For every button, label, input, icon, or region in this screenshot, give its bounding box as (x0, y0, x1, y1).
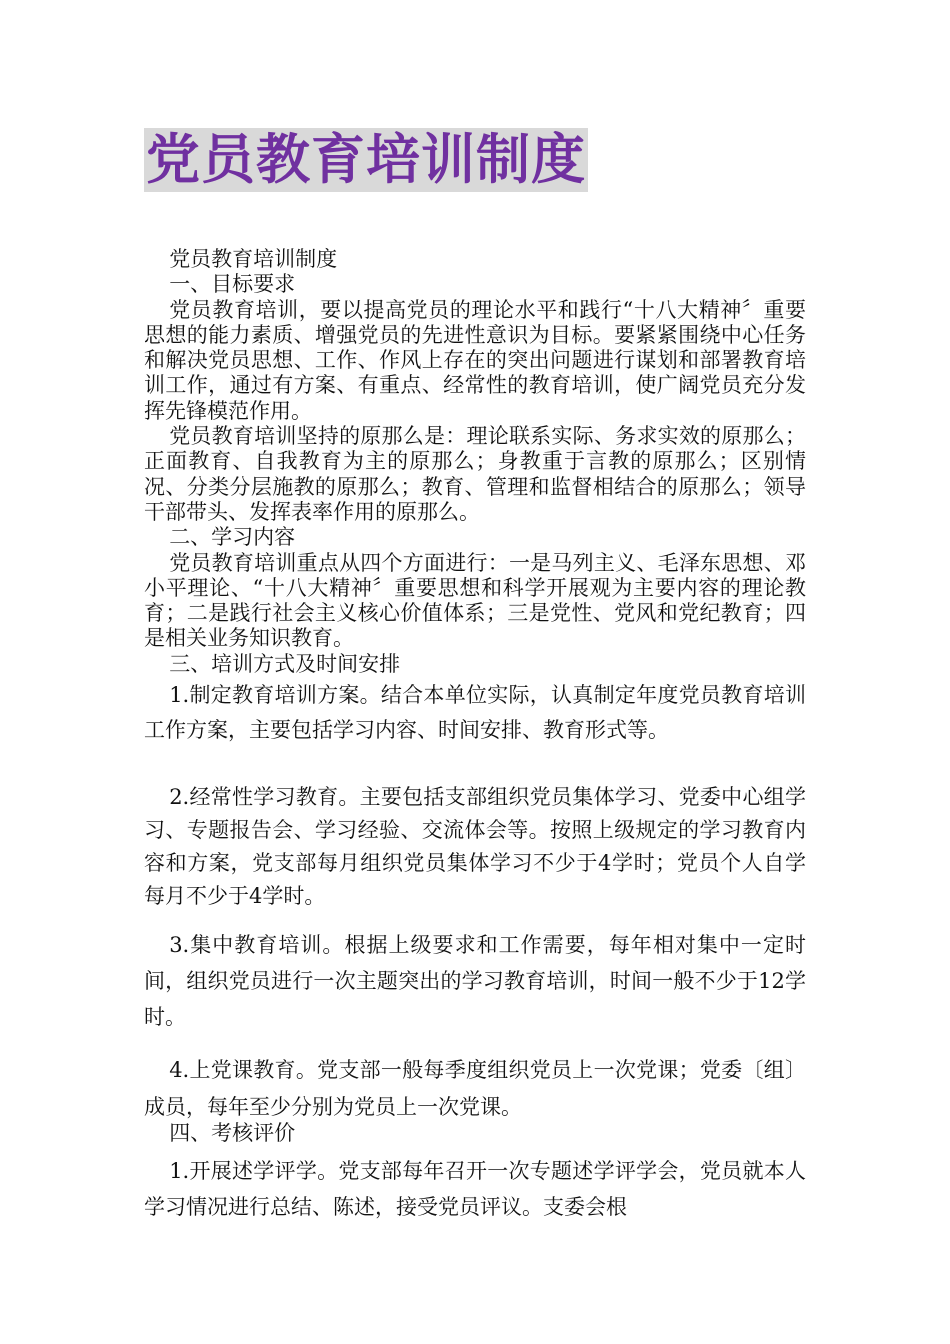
document-body-intro (144, 247, 806, 677)
document-title: 党员教育培训制度 (146, 128, 586, 191)
list-item: 2.经常性学习教育。主要包括支部组织党员集体学习、党委中心组学习、专题报告会、学习经验、交流体会等。按照上级规定的学习教育内容和方案，党支部每月组织党员集体学习不少于4学时；党员个人自学每月不少于4学时。 (144, 785, 806, 908)
section-heading-3: 三、培训方式及时间安排 (169, 651, 401, 676)
section-heading-4: 四、考核评价 (169, 1121, 296, 1145)
list-item: 1.开展述学评学。党支部每年召开一次专题述学评学会，党员就本人学习情况进行总结、陈述，接受党员评议。支委会根 (144, 1159, 806, 1219)
list-item: 4.上党课教育。党支部一般每季度组织党员上一次党课；党委〔组〕成员，每年至少分别为党员上一次党课。 (144, 1058, 806, 1119)
list-item: 3.集中教育培训。根据上级要求和工作需要，每年相对集中一定时间，组织党员进行一次主题突出的学习教育培训，时间一般不少于12学时。 (144, 933, 806, 1029)
list-item: 1.制定教育培训方案。结合本单位实际，认真制定年度党员教育培训工作方案，主要包括学习内容、时间安排、教育形式等。 (144, 683, 806, 742)
doc-subtitle: 党员教育培训制度 (169, 247, 338, 271)
paragraph: 党员教育培训重点从四个方面进行：一是马列主义、毛泽东思想、邓小平理论、“十八大精神〞重要思想和科学开展观为主要内容的理论教育；二是践行社会主义核心价值体系；三是党性、党风和党纪教育；四是相关业务知识教育。 (144, 550, 806, 651)
section-heading-2: 二、学习内容 (169, 525, 296, 550)
section-heading-1: 一、目标要求 (169, 272, 296, 297)
paragraph: 党员教育培训，要以提高党员的理论水平和践行“十八大精神〞重要思想的能力素质、增强党员的先进性意识为目标。要紧紧围绕中心任务和解决党员思想、工作、作风上存在的突出问题进行谋划和部署教育培训工作，通过有方案、有重点、经常性的教育培训，使广阔党员充分发挥先锋模范作用。 (144, 297, 806, 423)
paragraph: 党员教育培训坚持的原那么是：理论联系实际、务求实效的原那么；正面教育、自我教育为主的原那么；身教重于言教的原那么；区别情况、分类分层施教的原那么；教育、管理和监督相结合的原那么；领导干部带头、发挥表率作用的原那么。 (144, 424, 806, 524)
